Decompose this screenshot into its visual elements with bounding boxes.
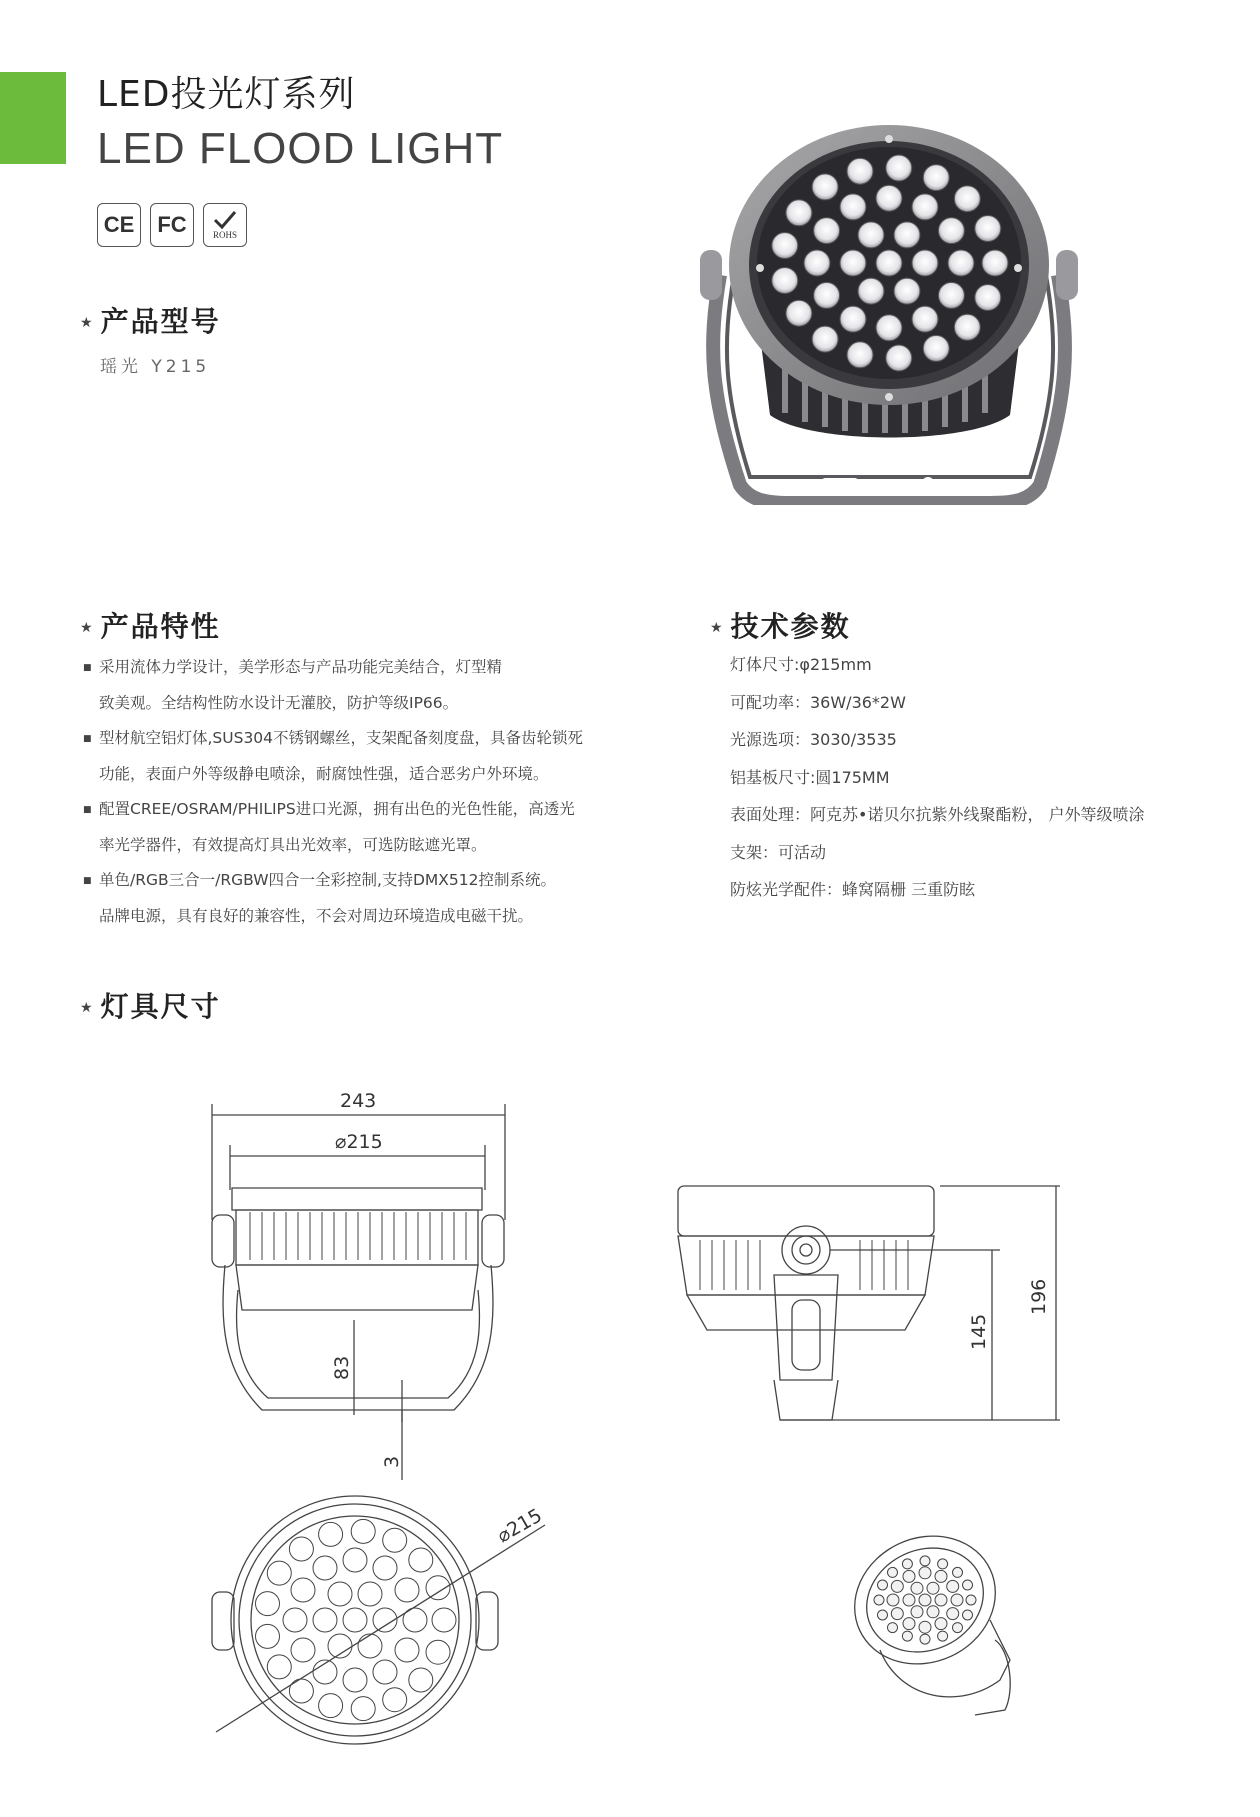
led-lens bbox=[840, 250, 866, 276]
led-lens-outline bbox=[409, 1668, 433, 1692]
led-lens-outline bbox=[963, 1610, 973, 1620]
led-lens-outline bbox=[383, 1688, 407, 1712]
led-lens-outline bbox=[328, 1582, 352, 1606]
led-lens-outline bbox=[358, 1582, 382, 1606]
list-item-continuation: 功能，表面户外等级静电喷涂，耐腐蚀性强，适合恶劣户外环境。 bbox=[99, 765, 549, 783]
rear-view-drawing bbox=[678, 1186, 1060, 1420]
features-heading: ★ 产品特性 bbox=[80, 610, 221, 643]
led-lens bbox=[847, 158, 873, 184]
led-lens-outline bbox=[963, 1580, 973, 1590]
led-lens bbox=[876, 315, 902, 341]
led-lens bbox=[954, 186, 980, 212]
led-lens bbox=[840, 306, 866, 332]
led-lens-outline bbox=[911, 1582, 923, 1594]
led-lens-outline bbox=[283, 1608, 307, 1632]
led-lens-outline bbox=[920, 1634, 930, 1644]
led-lens-outline bbox=[920, 1556, 930, 1566]
led-lens-outline bbox=[319, 1694, 343, 1718]
led-lens-outline bbox=[343, 1668, 367, 1692]
led-lens bbox=[975, 216, 1001, 242]
technical-drawing bbox=[0, 1060, 1260, 1817]
list-item: ■ 型材航空铝灯体,SUS304不锈钢螺丝，支架配备刻度盘，具备齿轮锁死 bbox=[83, 721, 623, 757]
front-view-drawing bbox=[212, 1496, 545, 1744]
bullet-icon: ■ bbox=[83, 734, 92, 744]
led-lens-outline bbox=[878, 1610, 888, 1620]
led-lens bbox=[948, 250, 974, 276]
title-english: LED FLOOD LIGHT bbox=[97, 124, 504, 173]
spec-item: 支架：可活动 bbox=[730, 842, 827, 862]
isometric-view-drawing bbox=[834, 1513, 1017, 1715]
led-lens-outline bbox=[343, 1548, 367, 1572]
list-item: ■ 配置CREE/OSRAM/PHILIPS进口光源，拥有出色的光色性能，高透光 bbox=[83, 792, 623, 828]
led-lens-outline bbox=[395, 1638, 419, 1662]
list-item-continuation: 率光学器件，有效提高灯具出光效率，可选防眩遮光罩。 bbox=[99, 836, 487, 854]
led-lens-outline bbox=[319, 1522, 343, 1546]
led-lens-outline bbox=[935, 1618, 947, 1630]
led-lens-outline bbox=[373, 1556, 397, 1580]
led-lens-outline bbox=[953, 1623, 963, 1633]
rohs-mark-icon: ROHS bbox=[203, 203, 247, 247]
led-lens bbox=[923, 335, 949, 361]
led-lens bbox=[938, 218, 964, 244]
led-lens-outline bbox=[935, 1570, 947, 1582]
led-lens-outline bbox=[383, 1528, 407, 1552]
led-lens-outline bbox=[313, 1608, 337, 1632]
spec-item: 灯体尺寸:φ215mm bbox=[730, 655, 872, 674]
bullet-icon: ■ bbox=[83, 663, 92, 673]
spec-item: 可配功率：36W/36*2W bbox=[730, 692, 906, 712]
led-lens-outline bbox=[938, 1631, 948, 1641]
led-lens-outline bbox=[966, 1595, 976, 1605]
led-lens-outline bbox=[903, 1594, 915, 1606]
spec-item: 表面处理：阿克苏•诺贝尔抗紫外线聚酯粉， 户外等级喷涂 bbox=[730, 805, 1145, 824]
led-lens-outline bbox=[874, 1595, 884, 1605]
specs-heading: ★ 技术参数 bbox=[710, 610, 851, 643]
led-lens bbox=[772, 233, 798, 259]
bullet-icon: ■ bbox=[83, 805, 92, 815]
led-lens-outline bbox=[256, 1592, 280, 1616]
led-lens-outline bbox=[426, 1640, 450, 1664]
led-lens-outline bbox=[432, 1608, 456, 1632]
led-lens-outline bbox=[343, 1608, 367, 1632]
product-photo bbox=[690, 105, 1090, 505]
led-lens-outline bbox=[888, 1623, 898, 1633]
led-lens bbox=[814, 282, 840, 308]
star-icon: ★ bbox=[80, 620, 95, 636]
led-lens bbox=[812, 174, 838, 200]
led-lens-outline bbox=[935, 1594, 947, 1606]
led-lens-outline bbox=[267, 1655, 291, 1679]
list-item-continuation: 品牌电源，具有良好的兼容性，不会对周边环境造成电磁干扰。 bbox=[99, 907, 534, 925]
model-heading: ★ 产品型号 bbox=[80, 305, 221, 338]
list-item: ■ 采用流体力学设计，美学形态与产品功能完美结合，灯型精 bbox=[83, 650, 623, 686]
led-lens bbox=[814, 218, 840, 244]
led-lens-outline bbox=[351, 1697, 375, 1721]
checkmark-icon bbox=[212, 210, 238, 230]
led-lens-outline bbox=[903, 1570, 915, 1582]
led-lens-outline bbox=[947, 1580, 959, 1592]
led-lens bbox=[786, 200, 812, 226]
led-lens-outline bbox=[919, 1594, 931, 1606]
led-lens-outline bbox=[289, 1537, 313, 1561]
led-lens-outline bbox=[919, 1621, 931, 1633]
led-lens bbox=[886, 345, 912, 371]
led-lens-outline bbox=[403, 1608, 427, 1632]
led-lens-outline bbox=[953, 1567, 963, 1577]
led-lens-outline bbox=[919, 1567, 931, 1579]
led-lens bbox=[923, 165, 949, 191]
led-lens-outline bbox=[927, 1606, 939, 1618]
led-lens-outline bbox=[291, 1578, 315, 1602]
title-chinese: LED投光灯系列 bbox=[97, 74, 356, 115]
led-lens bbox=[876, 250, 902, 276]
spec-item: 光源选项：3030/3535 bbox=[730, 730, 897, 749]
led-lens-outline bbox=[902, 1559, 912, 1569]
model-value: 瑶光 Y215 bbox=[100, 357, 211, 377]
led-lens-outline bbox=[891, 1608, 903, 1620]
ce-mark-icon: CE bbox=[97, 203, 141, 247]
led-lens-outline bbox=[902, 1631, 912, 1641]
spec-item: 防炫光学配件：蜂窝隔栅 三重防眩 bbox=[730, 880, 976, 899]
led-lens-outline bbox=[351, 1519, 375, 1543]
dim-axis-height: 145 bbox=[968, 1313, 990, 1350]
led-lens bbox=[894, 278, 920, 304]
dim-overall-width: 243 bbox=[340, 1090, 377, 1112]
dim-bracket-depth: 83 bbox=[331, 1355, 353, 1380]
led-lens-outline bbox=[951, 1594, 963, 1606]
star-icon: ★ bbox=[80, 1000, 95, 1016]
spec-item: 铝基板尺寸:圆175MM bbox=[730, 767, 890, 787]
list-item-continuation: 致美观。全结构性防水设计无灌胶，防护等级IP66。 bbox=[99, 694, 459, 712]
led-lens bbox=[847, 342, 873, 368]
star-icon: ★ bbox=[80, 315, 95, 331]
led-lens-outline bbox=[256, 1624, 280, 1648]
led-lens-outline bbox=[888, 1567, 898, 1577]
led-lens-outline bbox=[313, 1556, 337, 1580]
led-lens-outline bbox=[903, 1618, 915, 1630]
led-lens bbox=[894, 222, 920, 248]
led-lens-outline bbox=[947, 1608, 959, 1620]
side-view-drawing bbox=[212, 1104, 505, 1480]
led-lens bbox=[812, 326, 838, 352]
star-icon: ★ bbox=[710, 620, 725, 636]
dim-front-diameter: ⌀215 bbox=[493, 1504, 546, 1548]
bullet-icon: ■ bbox=[83, 876, 92, 886]
dim-total-height: 196 bbox=[1028, 1278, 1050, 1315]
led-lens-outline bbox=[373, 1660, 397, 1684]
dim-body-diameter: ⌀215 bbox=[335, 1131, 383, 1153]
led-lens bbox=[912, 194, 938, 220]
led-lens-outline bbox=[409, 1548, 433, 1572]
led-lens bbox=[982, 250, 1008, 276]
led-lens bbox=[804, 250, 830, 276]
led-lens bbox=[954, 314, 980, 340]
led-lens-outline bbox=[358, 1634, 382, 1658]
accent-tab bbox=[0, 72, 66, 164]
led-lens-outline bbox=[891, 1580, 903, 1592]
specs-list bbox=[730, 646, 1210, 909]
fcc-mark-icon: FC bbox=[150, 203, 194, 247]
led-lens bbox=[786, 300, 812, 326]
led-lens bbox=[858, 278, 884, 304]
led-lens bbox=[772, 268, 798, 294]
led-lens-outline bbox=[291, 1638, 315, 1662]
led-lens bbox=[912, 306, 938, 332]
led-lens-outline bbox=[938, 1559, 948, 1569]
led-lens-outline bbox=[289, 1679, 313, 1703]
led-lens bbox=[938, 282, 964, 308]
dimensions-heading: ★ 灯具尺寸 bbox=[80, 990, 221, 1023]
led-lens bbox=[840, 194, 866, 220]
led-lens bbox=[886, 155, 912, 181]
led-lens bbox=[975, 285, 1001, 311]
list-item: ■ 单色/RGB三合一/RGBW四合一全彩控制,支持DMX512控制系统。 bbox=[83, 863, 623, 899]
led-lens-outline bbox=[267, 1561, 291, 1585]
dim-gap: 3 bbox=[381, 1455, 403, 1468]
led-lens-outline bbox=[878, 1580, 888, 1590]
led-lens-outline bbox=[395, 1578, 419, 1602]
led-lens-outline bbox=[911, 1606, 923, 1618]
led-lens-outline bbox=[887, 1594, 899, 1606]
features-list bbox=[83, 650, 623, 934]
led-lens bbox=[876, 185, 902, 211]
led-lens-outline bbox=[927, 1582, 939, 1594]
led-lens bbox=[858, 222, 884, 248]
led-lens bbox=[912, 250, 938, 276]
